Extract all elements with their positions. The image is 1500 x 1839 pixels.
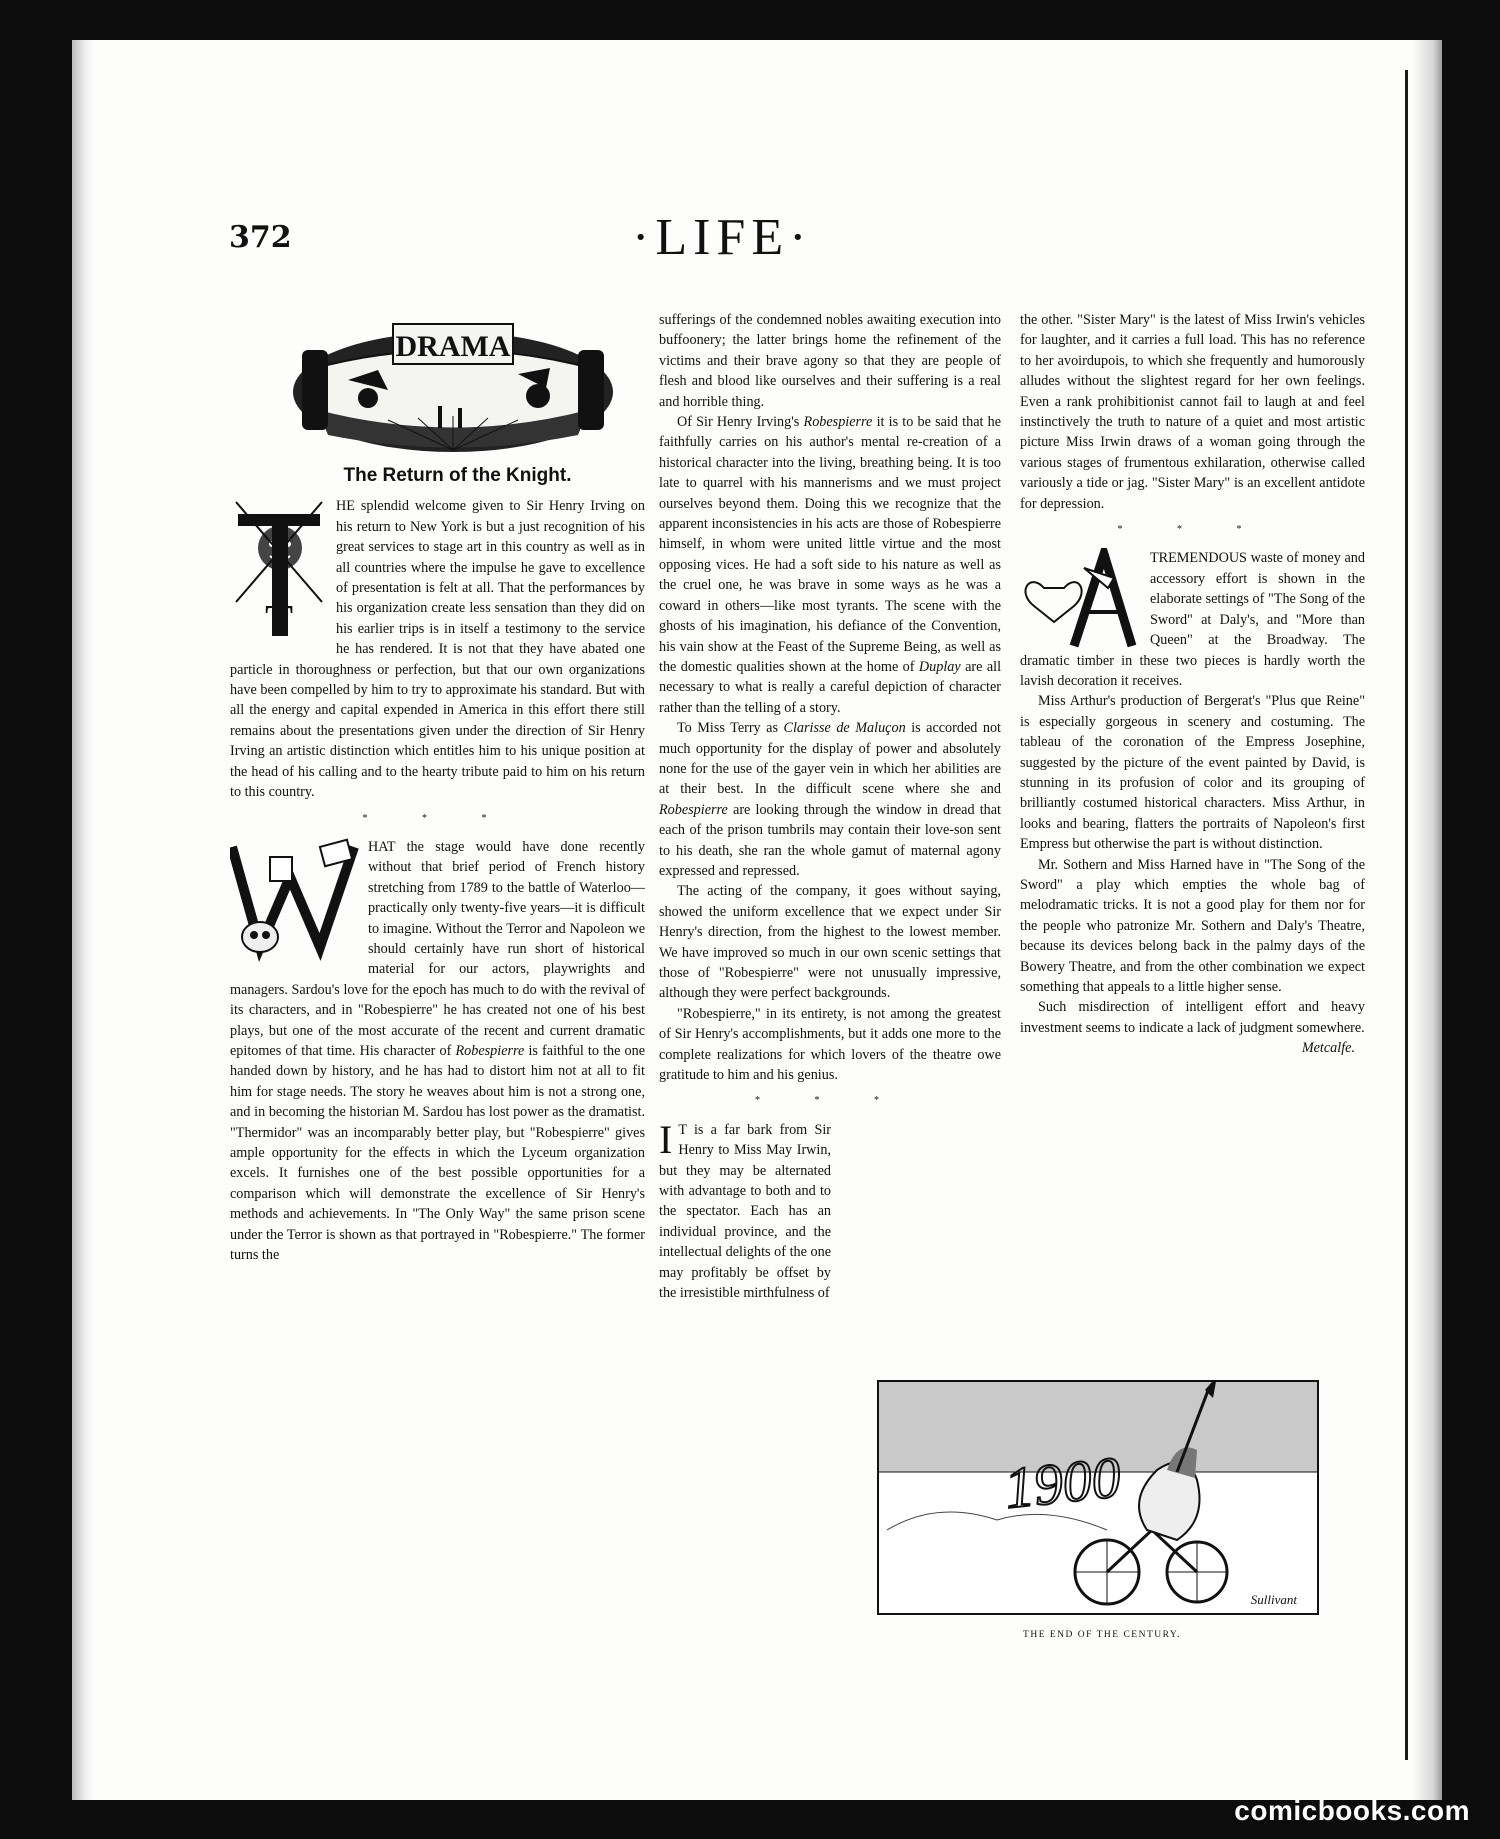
column-2 — [659, 310, 1001, 1304]
dropcap-letter: W — [230, 836, 231, 838]
page-right-shadow — [1412, 40, 1442, 1800]
end-of-century-illustration — [877, 1380, 1319, 1615]
dropcap-w-skull-illustration — [230, 837, 360, 962]
masthead-title: ·LIFE· — [632, 209, 813, 266]
year-sign: 1900 — [1001, 1444, 1124, 1521]
column-3 — [1020, 310, 1365, 1059]
paragraph: Miss Arthur's production of Bergerat's "Plus que Reine" is especially gorgeous in scenery and costuming. The tableau of the coronation of the Empress Josephine, suggested by the picture of the event painted by David, is stunning in its profusion of color and its grouping of brilliantly costumed historical characters. Miss Arthur, in looks and bearing, flatters the portraits of Napoleon's first Empress but otherwise the part is without distinction. — [1020, 693, 1365, 853]
paragraph: The acting of the company, it goes without saying, showed the uniform excellence that we expect under Sir Henry's direction, from the highest to the lowest member. We have improved so much in our own scenic settings that those of "Robespierre" were not unusually impressive, although they were perfect backgrounds. — [659, 883, 1001, 1002]
dropcap-letter: T — [264, 595, 294, 642]
article3-text: T is a far bark from Sir Henry to Miss May Irwin, but they may be alternated with advantage to both and to the spectator. Each has an individual province, and the intellectual delights of the one may profitably be offset by the irresistible mirthfulness of — [659, 1121, 831, 1302]
article1-paragraph — [230, 496, 645, 802]
paragraph: sufferings of the condemned nobles awaiting execution into buffoonery; the latter brings home the refinement of the victims and their brave agony so that they are people of flesh and blood like ourselves and their suffering is a real and horrible thing. — [659, 312, 1001, 410]
section-divider: * * * — [1117, 524, 1268, 536]
column-1 — [230, 310, 645, 1265]
paragraph: To Miss Terry as Clarisse de Maluçon is accorded not much opportunity for the display of power and absolutely none for the use of the gayer vein in which her abilities are at their best. In the difficult scene where she and Robespierre are looking through the window in dread that each of the prison tumbrils may contain their love-son sent to his death, she ran the whole gamut of maternal agony expressed and repressed. — [659, 720, 1002, 879]
artist-signature: Sullivant — [1250, 1592, 1297, 1607]
dropcap-t-jester-illustration — [230, 496, 328, 641]
author-signature: Metcalfe. — [1301, 1040, 1355, 1057]
next-page-edge — [1405, 70, 1408, 1760]
page-binding-shadow — [72, 40, 94, 1800]
article-title: The Return of the Knight. — [343, 465, 572, 486]
paragraph: Such misdirection of intelligent effort and heavy investment seems to indicate a lack of judgment somewhere. — [1020, 999, 1365, 1036]
paragraph: Mr. Sothern and Miss Harned have in "The Song of the Sword" a play which empties the whole bag of melodramatic tricks. It is not a good play for them nor for the people who patronize Mr. Sothern and Daly's Theatre, because its devices belong back in the palmy days of the Bowery Theatre, and from the other combination we expect something that appeals to a little higher sense. — [1020, 856, 1365, 995]
section-divider: * * * — [362, 812, 513, 824]
paragraph: the other. "Sister Mary" is the latest of Miss Irwin's vehicles for laughter, and it carries a full load. This has no reference to her avoirdupois, to which she frequently and humorously alludes without the slightest regard for her own feelings. Even a rank prohibitionist cannot fail to laugh at and feel instinctively the truth to nature of a quiet and most artistic picture Miss Irwin draws of a woman going through the various stages of frumentous exhilaration, otherwise called variously a tide or jag. "Sister Mary" is an excellent antidote for depression. — [1020, 312, 1365, 512]
watermark: comicbooks.com — [1234, 1795, 1470, 1826]
italic-name: Robespierre — [455, 1042, 525, 1059]
article2-text-cont: is faithful to the one handed down by history, and he has had to distort him not at all to fit him for stage needs. The story he weaves about him is not a strong one, and in becoming the historian M. Sardou has lost power as the dramatist. "Thermidor" was an incomparably better play, but "Robespierre" gives ample opportunity for the effects in which the Lyceum organization excels. It furnishes one of the best possible opportunities for a comparison which will demonstrate the excellence of Sir Henry's methods and achievements. In "The Only Way" the same prison scene under the Terror is shown as that portrayed in "Robespierre." The former turns the — [230, 1042, 646, 1264]
article3-paragraph — [659, 1116, 831, 1304]
illustration-caption: THE END OF THE CENTURY. — [1023, 1630, 1181, 1640]
paragraph: "Robespierre," in its entirety, is not among the greatest of Sir Henry's accomplishments, but it adds one more to the complete realizations for which lovers of the theatre owe gratitude to him and his genius. — [659, 1005, 1001, 1084]
dropcap-letter: I — [659, 1116, 673, 1162]
article2-paragraph — [230, 837, 645, 1266]
magazine-page — [72, 40, 1442, 1800]
article1-text: HE splendid welcome given to Sir Henry Irving on his return to New York is but a just recognition of his great services to stage art in this country as well as in all countries where the impulse he gave to excellence of presentation is felt at all. That the performances by his organization create less sensation than they did on his earlier trips is in itself a testimony to the service he has rendered. It is not that they have abated one particle in thoroughness or perfection, but that our own organizations have been compelled by him to try to approximate his standard. But with all the energy and capital expended in America in this effort there still remains about the presentations given under the direction of Sir Henry Irving an artistic distinction which entitles him to his unique position at the head of his calling and to the hearty tribute paid to him on his return to this country. — [230, 498, 645, 801]
section-divider: * * * — [755, 1095, 905, 1107]
dropcap-letter: A — [1020, 548, 1021, 550]
drama-banner-label: DRAMA — [395, 330, 511, 363]
page-number: 372 — [229, 220, 292, 255]
paragraph: Of Sir Henry Irving's Robespierre it is to be said that he faithfully carries on his author's mental re-creation of a historical character into the living, breathing being. It is too late to quarrel with his mannerisms and we must project ourselves beyond them. Doing this we recognize that the apparent inconsistencies in his acts are those of Robespierre himself, in whom were united little virtue and the most opposing vices. He had a soft side to his nature as well as the cruel one, he was brave in some ways as he was a coward in others—like most tyrants. The scene with the ghosts of his imagination, his defiance of the Convention, his vain show at the Feast of the Supreme Being, as well as the domestic qualities shown at the home of Duplay are all necessary to what is really a careful depiction of character rather than the telling of a story. — [659, 414, 1002, 716]
article4-paragraph — [1020, 548, 1365, 691]
article2-text: HAT the stage would have done recently without that brief period of French history stretching from 1789 to the battle of Waterloo—practically only twenty-five years—it is difficult to imagine. Without the Terror and Napoleon we should certainly have run short of historical material for our actors, playwrights and managers. Sardou's love for the epoch has much to do with the revival of its characters, and in "Robespierre" he has created not one of his best plays, but one of the most accurate of the recent and current dramatic epitomes of that time. His character of — [230, 838, 645, 1059]
drama-banner-illustration — [288, 310, 618, 458]
dropcap-a-heart-illustration — [1020, 548, 1142, 648]
article4-text: TREMENDOUS waste of money and accessory effort is shown in the elaborate settings of "The Song of the Sword" at Daly's, and "More than Queen" at the Broadway. The dramatic timber in these two pieces is hardly worth the lavish decoration it receives. — [1020, 550, 1365, 689]
